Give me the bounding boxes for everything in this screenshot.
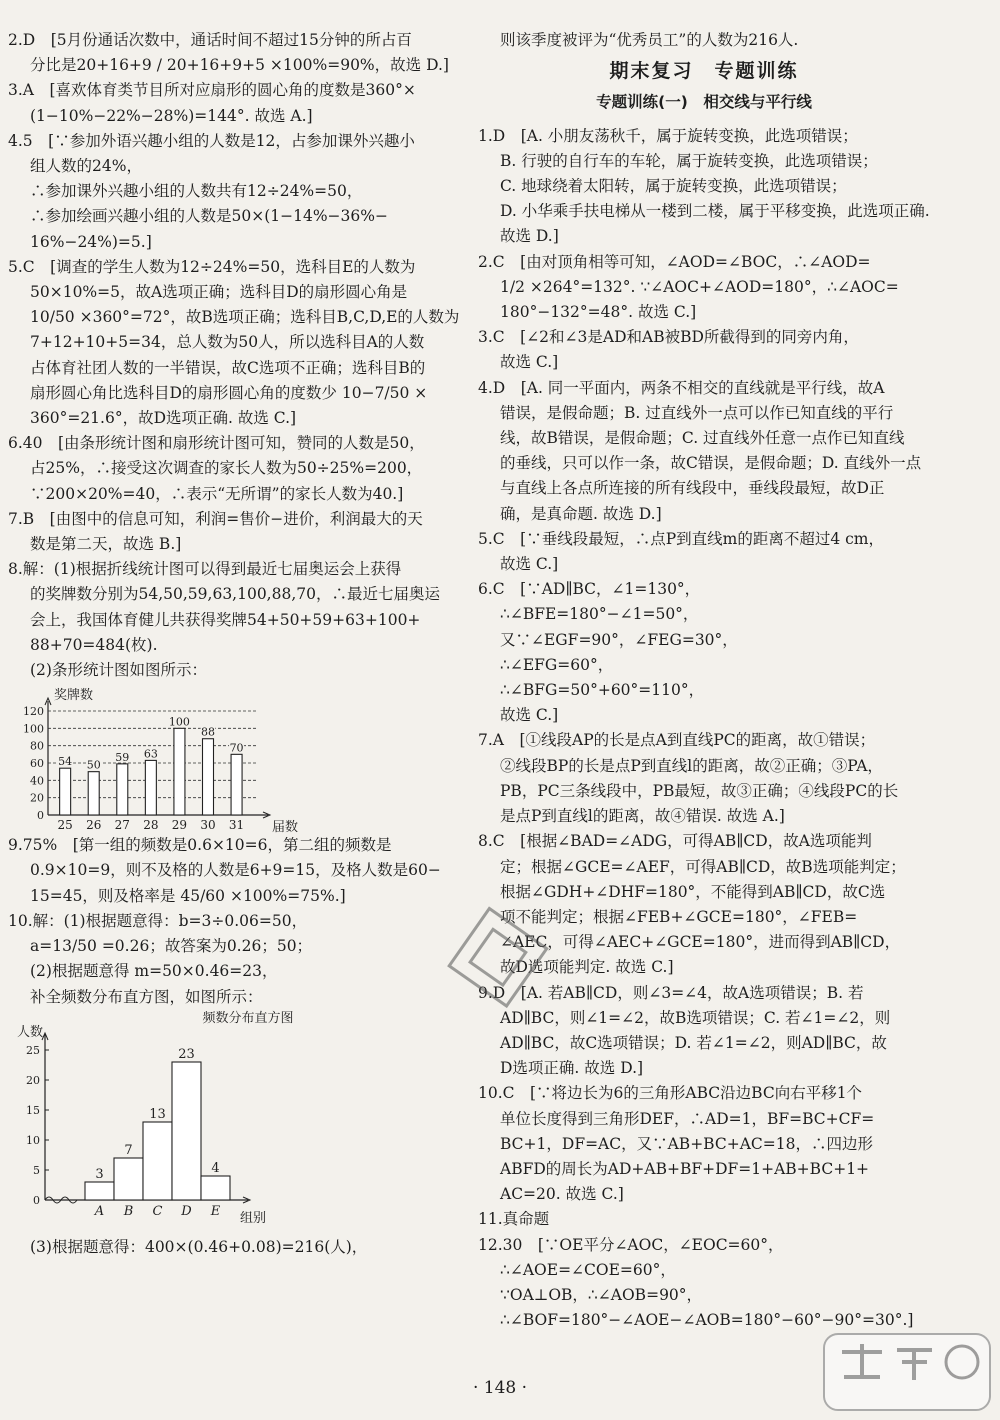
answer-line: 3.C [∠2和∠3是AD和AB被BD所截得到的同旁内角， (478, 328, 859, 347)
answer-line: 7.B [由图中的信息可知，利润=售价−进价，利润最大的天 (8, 509, 423, 528)
y-tick-label: 100 (23, 722, 44, 736)
answer-line: (2)条形统计图如图所示： (30, 661, 207, 680)
bar (60, 768, 71, 815)
answer-line: 8.C [根据∠BAD=∠ADG，可得AB∥CD，故A选项能判 (478, 832, 872, 851)
answer-line: PB，PC三条线段中，PB最短，故③正确；④线段PC的长 (500, 781, 899, 800)
bar (117, 764, 128, 815)
y-tick-label: 10 (26, 1133, 40, 1147)
y-tick-label: 15 (26, 1103, 40, 1117)
x-tick-label: 26 (86, 818, 102, 833)
histogram-bar (172, 1062, 201, 1200)
answer-line: 则该季度被评为“优秀员工”的人数为216人. (500, 31, 799, 49)
answer-line: B. 行驶的自行车的车轮，属于旋转变换，此选项错误； (500, 151, 878, 170)
answer-line: ∠AEC，可得∠AEC+∠GCE=180°，进而得到AB∥CD， (500, 933, 901, 952)
answer-line: ABFD的周长为AD+AB+BF+DF=1+AB+BC+1+ (500, 1159, 870, 1178)
bar-value-label: 88 (201, 726, 215, 740)
x-tick-label: D (181, 1203, 192, 1219)
answer-line: 8.解：(1)根据折线统计图可以得到最近七届奥运会上获得 (8, 560, 402, 579)
answer-line: 项不能判定；根据∠FEB+∠GCE=180°，∠FEB= (500, 907, 858, 926)
answer-line: 4.5 [∵参加外语兴趣小组的人数是12，占参加课外兴趣小 (8, 131, 415, 150)
bar-value-label: 59 (115, 751, 130, 765)
answer-line: 6.C [∵AD∥BC，∠1=130°， (478, 580, 701, 599)
y-tick-label: 120 (23, 705, 44, 719)
answer-line: 5.C [调查的学生人数为12÷24%=50，选科目E的人数为 (8, 257, 416, 276)
answer-line: 的奖牌数分别为54,50,59,63,100,88,70，∴最近七届奥运 (30, 585, 440, 604)
y-axis-label: 奖牌数 (54, 688, 94, 704)
answer-line: 是点P到直线l的距离，故④错误. 故选 A.] (500, 807, 785, 826)
answer-line: 88+70=484(枚). (30, 635, 158, 654)
answer-line: 15=45，则及格率是 45/60 ×100%=75%.] (30, 886, 346, 905)
answer-line: 故选 C.] (500, 353, 559, 372)
x-tick-label: E (210, 1203, 221, 1219)
answer-line: 1/2 ×264°=132°. ∵∠AOC+∠AOD=180°，∴∠AOC= (500, 277, 899, 296)
y-tick-label: 5 (33, 1163, 40, 1177)
answer-line: 10.解：(1)根据题意得：b=3÷0.06=50， (8, 911, 308, 930)
x-tick-label: 29 (171, 818, 188, 833)
right-answers (478, 124, 930, 1334)
answer-line: 6.40 [由条形统计图和扇形统计图可知，赞同的人数是50， (8, 434, 425, 453)
answer-line: 扇形圆心角比选科目D的扇形圆心角的度数少 10−7/50 × (30, 383, 428, 402)
bar-value-label: 70 (229, 741, 244, 755)
answer-line: 故选 C.] (500, 555, 559, 574)
frequency-histogram-svg (8, 1010, 308, 1235)
y-tick-label: 80 (30, 739, 44, 753)
chart-title: 频数分布直方图 (202, 1010, 294, 1026)
y-tick-label: 0 (33, 1193, 40, 1207)
answer-line: 单位长度得到三角形DEF，∴AD=1，BF=BC+CF= (500, 1109, 875, 1128)
answer-line: AD∥BC，故C选项错误；D. 若∠1=∠2，则AD∥BC，故 (500, 1033, 887, 1052)
y-tick-label: 25 (26, 1043, 40, 1057)
answer-line: ∵OA⊥OB，∴∠AOB=90°， (500, 1285, 703, 1304)
answer-line: 5.C [∵垂线段最短，∴点P到直线m的距离不超过4 cm， (478, 529, 884, 548)
answer-line: 4.D [A. 同一平面内，两条不相交的直线就是平行线，故A (478, 378, 885, 397)
answer-line: 360°=21.6°，故D选项正确. 故选 C.] (30, 409, 297, 428)
answer-line: 1.D [A. 小朋友荡秋千，属于旋转变换，此选项错误； (478, 126, 858, 145)
frequency-histogram (8, 1010, 463, 1235)
bar-value-label: 13 (149, 1106, 166, 1122)
histogram-bar (85, 1182, 114, 1200)
bar-value-label: 23 (178, 1046, 195, 1062)
answer-line: a=13/50 =0.26；故答案为0.26；50； (30, 937, 313, 956)
answer-line: 补全频数分布直方图，如图所示： (30, 987, 263, 1006)
answer-line: 2.D [5月份通话次数中，通话时间不超过15分钟的所占百 (8, 31, 412, 49)
answer-line: ∴∠AOE=∠COE=60°， (500, 1260, 676, 1279)
answer-line: (3)根据题意得：400×(0.46+0.08)=216(人)， (30, 1237, 368, 1256)
answer-line: 故D选项能判定. 故选 C.] (500, 958, 674, 977)
answer-line: 9.D [A. 若AB∥CD，则∠3=∠4，故A选项错误；B. 若 (478, 983, 864, 1002)
answer-line: 的垂线，只可以作一条，故C错误，是假命题；D. 直线外一点 (500, 454, 922, 473)
y-tick-label: 0 (37, 809, 44, 823)
sub-title: 专题训练(一) 相交线与平行线 (596, 93, 812, 112)
answer-line: 10/50 ×360°=72°，故B选项正确；选科目B,C,D,E的人数为 (30, 308, 460, 327)
answer-line: (2)根据题意得 m=50×0.46=23， (30, 962, 278, 981)
x-tick-label: B (123, 1203, 134, 1219)
answer-line: 又∵∠EGF=90°，∠FEG=30°， (500, 630, 738, 649)
answer-line: ∴参加绘画兴趣小组的人数是50×(1−14%−36%− (30, 207, 388, 226)
answer-line: ②线段BP的长是点P到直线l的距离，故②正确；③PA， (500, 756, 883, 775)
answer-line: 50×10%=5，故A选项正确；选科目D的扇形圆心角是 (30, 283, 408, 302)
answer-line: 7+12+10+5=34，总人数为50人，所以选科目A的人数 (30, 333, 425, 352)
answer-line: ∵200×20%=40，∴表示“无所谓”的家长人数为40.] (30, 484, 404, 503)
answer-line: 定；根据∠GCE=∠AEF，可得AB∥CD，故B选项能判定； (500, 857, 906, 876)
answer-line: 9.75% [第一组的频数是0.6×10=6，第二组的频数是 (8, 836, 392, 855)
right-column (478, 28, 930, 1333)
bar (88, 772, 99, 815)
answer-line: BC+1，DF=AC，又∵AB+BC+AC=18，∴四边形 (500, 1134, 873, 1153)
bar (203, 739, 214, 815)
answer-line: ∴∠BFG=50°+60°=110°， (500, 681, 705, 700)
y-tick-label: 20 (26, 1073, 40, 1087)
x-tick-label: 27 (114, 818, 130, 833)
x-tick-label: 30 (200, 818, 216, 833)
stamp-seal (400, 905, 550, 1075)
answer-line: 会上，我国体育健儿共获得奖牌54+50+59+63+100+ (30, 610, 421, 629)
answer-line: 故选 D.] (500, 227, 559, 246)
bar (145, 761, 156, 816)
answer-line: AC=20. 故选 C.] (500, 1185, 624, 1204)
histogram-bar (201, 1176, 230, 1200)
answer-line: 占体育社团人数的一半错误，故C选项不正确；选科目B的 (30, 358, 426, 377)
left-column (8, 28, 463, 1260)
y-tick-label: 60 (30, 757, 44, 771)
answer-line: 线，故B错误，是假命题；C. 过直线外任意一点作已知直线 (500, 429, 905, 448)
answer-line: 错误，是假命题；B. 过直线外一点可以作已知直线的平行 (500, 403, 894, 422)
answer-line: 12.30 [∵OE平分∠AOC，∠EOC=60°， (478, 1235, 784, 1254)
answer-line: 11.真命题 (478, 1210, 550, 1229)
bar-value-label: 54 (58, 755, 73, 769)
medal-bar-chart-svg (8, 683, 308, 833)
bar-value-label: 3 (95, 1166, 104, 1182)
bar-value-label: 4 (211, 1160, 220, 1176)
x-tick-label: C (152, 1203, 163, 1219)
answer-line: 0.9×10=9，则不及格的人数是6+9=15，及格人数是60− (30, 861, 441, 880)
x-tick-label: A (94, 1203, 105, 1219)
bar-value-label: 7 (124, 1142, 133, 1158)
x-tick-label: 25 (57, 818, 73, 833)
answer-line: D选项正确. 故选 D.] (500, 1059, 644, 1078)
answer-line: C. 地球绕着太阳转，属于旋转变换，此选项错误； (500, 177, 847, 196)
bar-value-label: 100 (168, 715, 190, 729)
x-axis-label: 组别 (240, 1210, 267, 1226)
section-title: 期末复习 专题训练 (609, 60, 799, 83)
answer-line: 180°−132°=48°. 故选 C.] (500, 303, 697, 322)
histogram-bar (114, 1158, 143, 1200)
answer-line: 确，是真命题. 故选 D.] (500, 504, 662, 523)
histogram-bar (143, 1122, 172, 1200)
y-tick-label: 20 (30, 791, 44, 805)
x-axis-label: 届数 (272, 820, 299, 834)
x-tick-label: 28 (143, 818, 159, 833)
answer-line: 10.C [∵将边长为6的三角形ABC沿边BC向右平移1个 (478, 1084, 863, 1103)
bar-value-label: 50 (86, 758, 101, 772)
medal-bar-chart (8, 683, 463, 833)
x-tick-label: 31 (228, 818, 245, 833)
answer-line: 数是第二天，故选 B.] (30, 535, 182, 554)
answer-line: 分比是20+16+9 / 20+16+9+5 ×100%=90%，故选 D.] (30, 56, 449, 75)
answer-line: (1−10%−22%−28%)=144°. 故选 A.] (30, 106, 313, 125)
answer-line: ∴∠BOF=180°−∠AOE−∠AOB=180°−60°−90°=30°.] (500, 1311, 914, 1330)
answer-line: ∴∠EFG=60°， (500, 655, 614, 674)
answer-line: ∴∠BFE=180°−∠1=50°， (500, 605, 699, 624)
page-number: · 148 · (472, 1378, 528, 1398)
answer-line: 占25%，∴接受这次调查的家长人数为50÷25%=200， (30, 459, 423, 478)
answer-line: 根据∠GDH+∠DHF=180°，不能得到AB∥CD，故C选 (500, 882, 886, 901)
answer-line: 2.C [由对顶角相等可知，∠AOD=∠BOC，∴∠AOD= (478, 252, 871, 271)
y-tick-label: 40 (30, 774, 44, 788)
bar (174, 729, 185, 816)
answer-line: 与直线上各点所连接的所有线段中，垂线段最短，故D正 (500, 479, 885, 498)
watermark-logo (822, 1332, 992, 1412)
bar (231, 755, 242, 816)
answer-line: 16%−24%)=5.] (30, 232, 152, 251)
bar-value-label: 63 (143, 747, 158, 761)
answer-line: 组人数的24%， (30, 157, 142, 176)
answer-line: 7.A [①线段AP的长是点A到直线PC的距离，故①错误； (478, 731, 876, 750)
y-axis-label: 人数 (17, 1024, 44, 1040)
answer-line: 故选 C.] (500, 706, 559, 725)
answer-line: AD∥BC，则∠1=∠2，故B选项错误；C. 若∠1=∠2，则 (500, 1008, 891, 1027)
answer-line: D. 小华乘手扶电梯从一楼到二楼，属于平移变换，此选项正确. (500, 202, 930, 221)
answer-line: 3.A [喜欢体育类节目所对应扇形的圆心角的度数是360°× (8, 81, 416, 100)
answer-line: ∴参加课外兴趣小组的人数共有12÷24%=50， (30, 182, 363, 201)
